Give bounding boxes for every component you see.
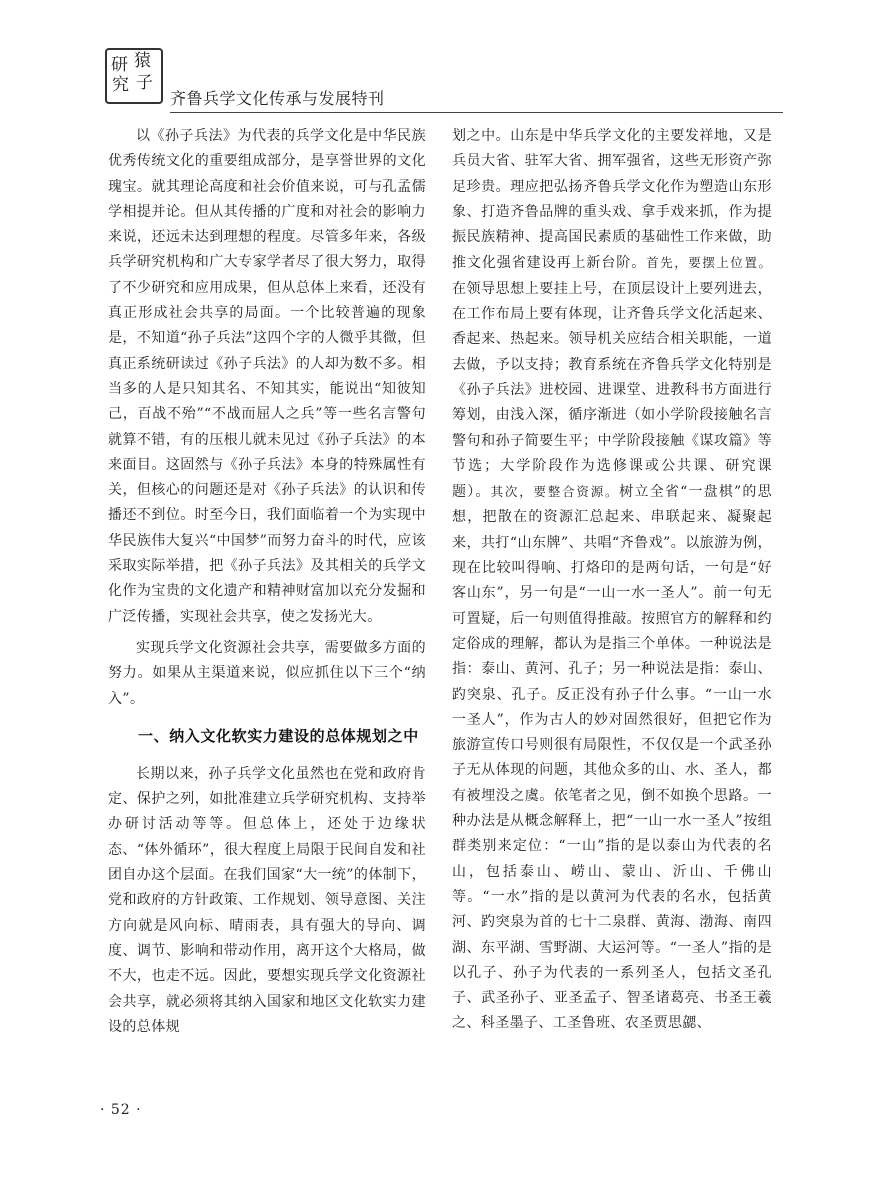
emphasis-text: 其次，要整合资源。 bbox=[490, 484, 620, 500]
body-text: 在领导思想上要挂上号，在顶层设计上要列进去，在工作布局上要有体现，让齐鲁兵学文化活起来、香起来、热起来。领导机关应结合相关职能，一道去做，予以支持；教育系统在齐鲁兵学文化特别是《孙子兵法》进校园、进课堂、进教科书方面进行筹划，由浅入深，循序渐进（如小学阶段接触名言警句和孙子简要生平；中学阶段接触《谋攻篇》等节选；大学阶段作为选修课或公共课、研究课题）。 bbox=[452, 280, 772, 501]
journal-logo-seal bbox=[105, 48, 163, 104]
logo-char: 研 bbox=[111, 55, 128, 75]
body-text: 划之中。山东是中华兵学文化的主要发祥地，又是兵员大省、驻军大省、拥军强省，这些无形资产弥足珍贵。理应把弘扬齐鲁兵学文化作为塑造山东形象、打造齐鲁品牌的重头戏、拿手戏来抓，作为提振民族精神、提高国民素质的基础性工作来做，助推文化强省建设再上新台阶。 bbox=[452, 128, 772, 272]
body-paragraph: 实现兵学文化资源社会共享，需要做多方面的努力。如果从主渠道来说，似应抓住以下三个“纳入”。 bbox=[108, 639, 426, 707]
right-column bbox=[452, 124, 772, 1037]
emphasis-text: 首先，要摆上位置。 bbox=[646, 255, 772, 271]
left-column bbox=[108, 124, 426, 1040]
header-divider bbox=[170, 112, 783, 113]
body-paragraph: 以《孙子兵法》为代表的兵学文化是中华民族优秀传统文化的重要组成部分，是享誉世界的文化瑰宝。就其理论高度和社会价值来说，可与孔孟儒学相提并论。但从其传播的广度和对社会的影响力来说，还远未达到理想的程度。尽管多年来，各级兵学研究机构和广大专家学者尽了很大努力，取得了不少研究和应用成果，但从总体上来看，还没有真正形成社会共享的局面。一个比较普遍的现象是，不知道“孙子兵法”这四个字的人微乎其微，但真正系统研读过《孙子兵法》的人却为数不多。相当多的人是只知其名、不知其实，能说出“知彼知己，百战不殆”“不战而屈人之兵”等一些名言警句就算不错，有的压根儿就未见过《孙子兵法》的本来面目。这固然与《孙子兵法》本身的特殊属性有关，但核心的问题还是对《孙子兵法》的认识和传播还不到位。时至今日，我们面临着一个为实现中华民族伟大复兴“中国梦”而努力奋斗的时代，应该采取实际举措，把《孙子兵法》及其相关的兵学文化作为宝贵的文化遗产和精神财富加以充分发掘和广泛传播，实现社会共享，使之发扬光大。 bbox=[108, 128, 426, 625]
body-text: 树立全省“一盘棋”的思想，把散在的资源汇总起来、串联起来、凝聚起来，共打“山东牌”、共唱“齐鲁戏”。以旅游为例，现在比较叫得响、打烙印的是两句话，一句是“好客山东”，另一句是“一山一水一圣人”。前一句无可置疑，后一句则值得推敲。按照官方的解释和约定俗成的理解，都认为是指三个单体。一种说法是指：泰山、黄河、孔子；另一种说法是指：泰山、趵突泉、孔子。反正没有孙子什么事。“一山一水一圣人”，作为古人的妙对固然很好，但把它作为旅游宣传口号则很有局限性，不仅仅是一个武圣孙子无从体现的问题，其他众多的山、水、圣人，都有被埋没之虞。依笔者之见，倒不如换个思路。一种办法是从概念解释上，把“一山一水一圣人”按组群类别来定位：“一山”指的是以泰山为代表的名山，包括泰山、崂山、蒙山、沂山、千佛山等。“一水”指的是以黄河为代表的名水，包括黄河、趵突泉为首的七十二泉群、黄海、渤海、南四湖、东平湖、雪野湖、大运河等。“一圣人”指的是以孔子、孙子为代表的一系列圣人，包括文圣孔子、武圣孙子、亚圣孟子、智圣诸葛亮、书圣王羲之、科圣墨子、工圣鲁班、农圣贾思勰、 bbox=[452, 484, 772, 1032]
logo-char: 究 bbox=[112, 75, 129, 95]
section-heading: 一、纳入文化软实力建设的总体规划之中 bbox=[138, 726, 419, 745]
body-paragraph: 长期以来，孙子兵学文化虽然也在党和政府肯定、保护之列，如批准建立兵学研究机构、支持举办研讨活动等等。但总体上，还处于边缘状态、“体外循环”，很大程度上局限于民间自发和社团自办这个层面。在我们国家“大一统”的体制下，党和政府的方针政策、工作规划、领导意图、关注方向就是风向标、晴雨表，具有强大的导向、调度、调节、影响和带动作用，离开这个大格局，做不大，也走不远。因此，要想实现兵学文化资源社会共享，就必须将其纳入国家和地区文化软实力建设的总体规 bbox=[108, 765, 426, 1035]
logo-char: 子 bbox=[136, 73, 153, 93]
journal-title: 齐鲁兵学文化传承与发展特刊 bbox=[170, 89, 385, 108]
body-paragraph bbox=[452, 124, 772, 1037]
logo-char: 猿 bbox=[134, 51, 151, 71]
page-number: · 52 · bbox=[100, 1102, 142, 1118]
